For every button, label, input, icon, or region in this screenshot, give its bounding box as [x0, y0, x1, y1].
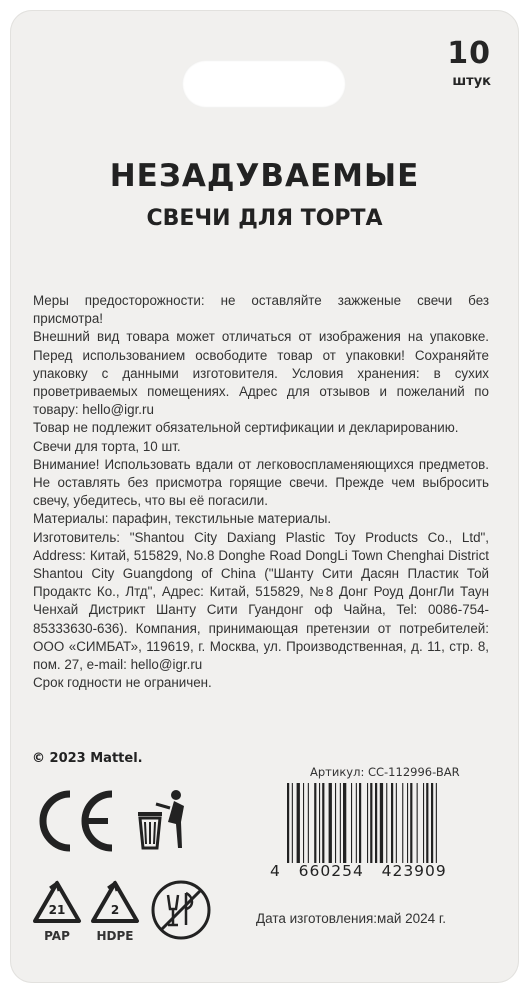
product-info-text [33, 292, 489, 692]
recycle-hdpe-number: 2 [110, 903, 120, 917]
count-number: 10 [447, 36, 491, 71]
title-line2: СВЕЧИ ДЛЯ ТОРТА [146, 206, 383, 231]
paragraph-appearance: Внешний вид товара может отличаться от изображения на упаковке. Перед использованием освободите товар от упаковки! Сохраняйте упаковку с данными изготовителя. Условия хранения: в сухих проветриваемых помещениях. Адрес для отзывов и пожеланий по товару: hello@igr.ru [33, 329, 489, 418]
recycle-pap-icon [32, 880, 82, 926]
paragraph-shelf-life: Срок годности не ограничен. [33, 675, 212, 691]
not-food-contact-icon [150, 879, 212, 941]
barcode-digits: 4 660254 423909 [270, 862, 447, 880]
trash-bin-icon [134, 788, 190, 854]
ce-mark [36, 788, 116, 854]
barcode [285, 783, 485, 863]
recycle-hdpe-label: HDPE [96, 929, 134, 943]
manufacture-date: Дата изготовления:май 2024 г. [256, 911, 446, 926]
hang-hole [182, 60, 346, 108]
paragraph-materials: Материалы: парафин, текстильные материалы. [33, 511, 332, 527]
paragraph-precautions: Меры предосторожности: не оставляйте зажженые свечи без присмотра! [33, 293, 489, 327]
count-unit: штук [452, 74, 491, 89]
recycle-pap-label: PAP [44, 929, 70, 943]
paragraph-certification: Товар не подлежит обязательной сертификации и декларированию. [33, 420, 459, 436]
copyright: © 2023 Mattel. [32, 751, 143, 766]
recycle-pap-number: 21 [48, 903, 66, 917]
paragraph-manufacturer: Изготовитель: "Shantou City Daxiang Plastic Toy Products Co., Ltd", Address: Китай, 515829, No.8 Donghe Road DongLi Town Chenghai District Shantou City Guangdong of China ("Шанту Сити Дасян Пластик Той Продактс Ко., Лтд", Адрес: Китай, 515829, №8 Донг Роуд ДонгЛи Таун Ченхай Дистрикт Шанту Сити Гуандонг оф Чайна, Tel: 0086-754-85333630-636). Компания, принимающая претензии от потребителей: ООО «СИМБАТ», 119619, г. Москва, ул. Производственная, д. 11, стр. 8, пом. 27, e-mail: hello@igr.ru [33, 529, 489, 673]
article-number: Артикул: CC-112996-BAR [310, 765, 460, 779]
paragraph-product: Свечи для торта, 10 шт. [33, 438, 181, 454]
paragraph-warning: Внимание! Использовать вдали от легковоспламеняющихся предметов. Не оставлять без присмотра горящие свечи. Прежде чем выбросить свечу, убедитесь, что вы её погасили. [33, 456, 489, 509]
title-line1: НЕЗАДУВАЕМЫЕ [109, 158, 420, 194]
recycle-hdpe-icon [90, 880, 140, 926]
